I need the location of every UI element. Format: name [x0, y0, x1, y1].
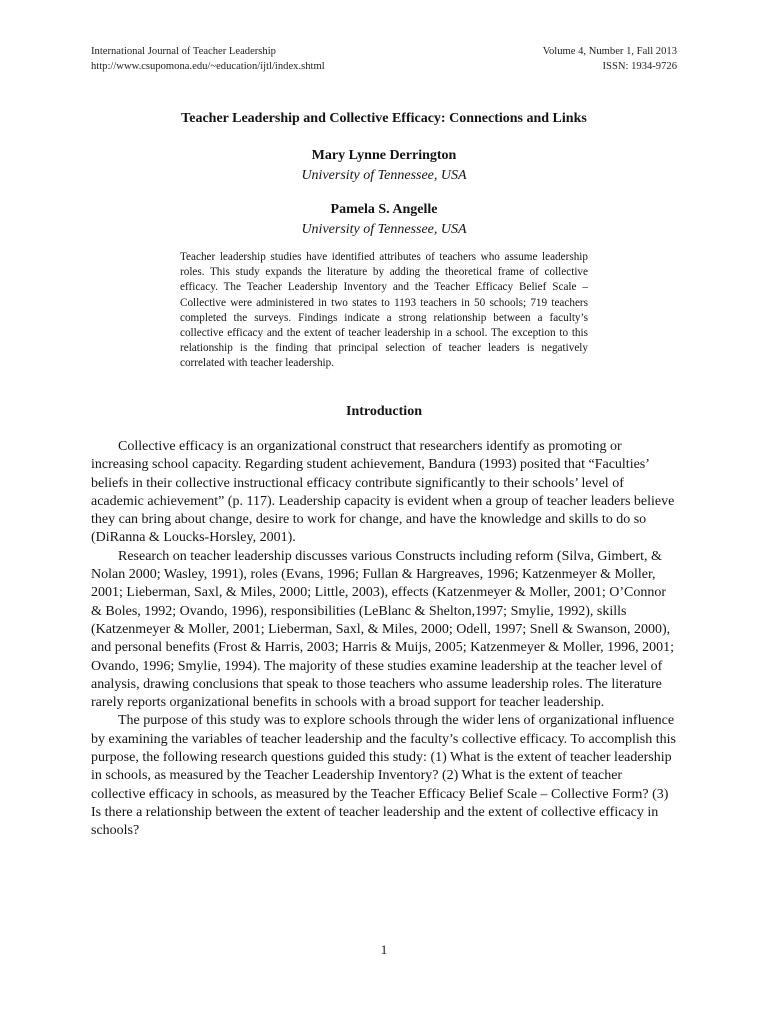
paper-title: Teacher Leadership and Collective Efficacy: Connections and Links	[181, 111, 587, 126]
running-header-left	[91, 44, 325, 74]
author-name: Mary Lynne Derrington	[311, 148, 457, 163]
body-text	[91, 438, 678, 841]
journal-url[interactable]: http://www.csupomona.edu/~education/ijtl/index.shtml	[91, 61, 325, 72]
issn: ISSN: 1934-9726	[602, 61, 677, 72]
author-name: Pamela S. Angelle	[330, 202, 438, 217]
author-affiliation: University of Tennessee, USA	[301, 168, 467, 183]
author-block	[0, 146, 768, 186]
paragraph: Research on teacher leadership discusses various Constructs including reform (Silva, Gimbert, & Nolan 2000; Wasley, 1991), roles (Evans, 1996; Fullan & Hargreaves, 1996; Katzenmeyer & Moller, 2001; Lieberman, Saxl, & Miles, 2000; Little, 2003), effects (Katzenmeyer & Moller, 2001; O’Connor & Boles, 1992; Ovando, 1996), responsibilities (LeBlanc & Shelton,1997; Smylie, 1992), skills (Katzenmeyer & Moller, 2001; Lieberman, Saxl, & Miles, 2000; Odell, 1997; Snell & Swanson, 2000), and personal benefits (Frost & Harris, 2003; Harris & Muijs, 2005; Katzenmeyer & Moller, 1996, 2001; Ovando, 1996; Smylie, 1994). The majority of these studies examine leadership at the teacher level of analysis, drawing conclusions that speak to those teachers who assume leadership roles. The literature rarely reports organizational benefits in schools with a broad support for teacher leadership.	[91, 548, 675, 711]
paragraph: Collective efficacy is an organizational construct that researchers identify as promoting or increasing school capacity. Regarding student achievement, Bandura (1993) posited that “Faculties’ beliefs in their collective instructional efficacy contribute significantly to their schools’ level of academic achievement” (p. 117). Leadership capacity is evident when a group of teacher leaders believe they can bring about change, desire to work for change, and have the knowledge and skills to do so (DiRanna & Loucks-Horsley, 2001).	[91, 439, 675, 546]
paragraph: The purpose of this study was to explore schools through the wider lens of organizational influence by examining the variables of teacher leadership and the faculty’s collective efficacy. To accomplish this purpose, the following research questions guided this study: (1) What is the extent of teacher leadership in schools, as measured by the Teacher Leadership Inventory? (2) What is the extent of teacher collective efficacy in schools, as measured by the Teacher Efficacy Belief Scale – Collective Form? (3) Is there a relationship between the extent of teacher leadership and the extent of collective efficacy in schools?	[91, 713, 676, 839]
volume-info: Volume 4, Number 1, Fall 2013	[542, 46, 677, 57]
abstract: Teacher leadership studies have identified attributes of teachers who assume leadership roles. This study expands the literature by adding the theoretical frame of collective efficacy. The Teacher Leadership Inventory and the Teacher Efficacy Belief Scale – Collective were administered in two states to 1193 teachers in 50 schools; 719 teachers completed the surveys. Findings indicate a strong relationship between a faculty’s collective efficacy and the extent of teacher leadership in a school. The exception to this relationship is the finding that principal selection of teacher leaders is negatively correlated with teacher leadership.	[180, 251, 588, 370]
journal-name: International Journal of Teacher Leadership	[91, 46, 276, 57]
author-affiliation: University of Tennessee, USA	[301, 222, 467, 237]
running-header-right	[543, 44, 677, 74]
author-block	[0, 200, 768, 240]
page-number: 1	[380, 942, 388, 957]
section-heading: Introduction	[346, 404, 422, 419]
